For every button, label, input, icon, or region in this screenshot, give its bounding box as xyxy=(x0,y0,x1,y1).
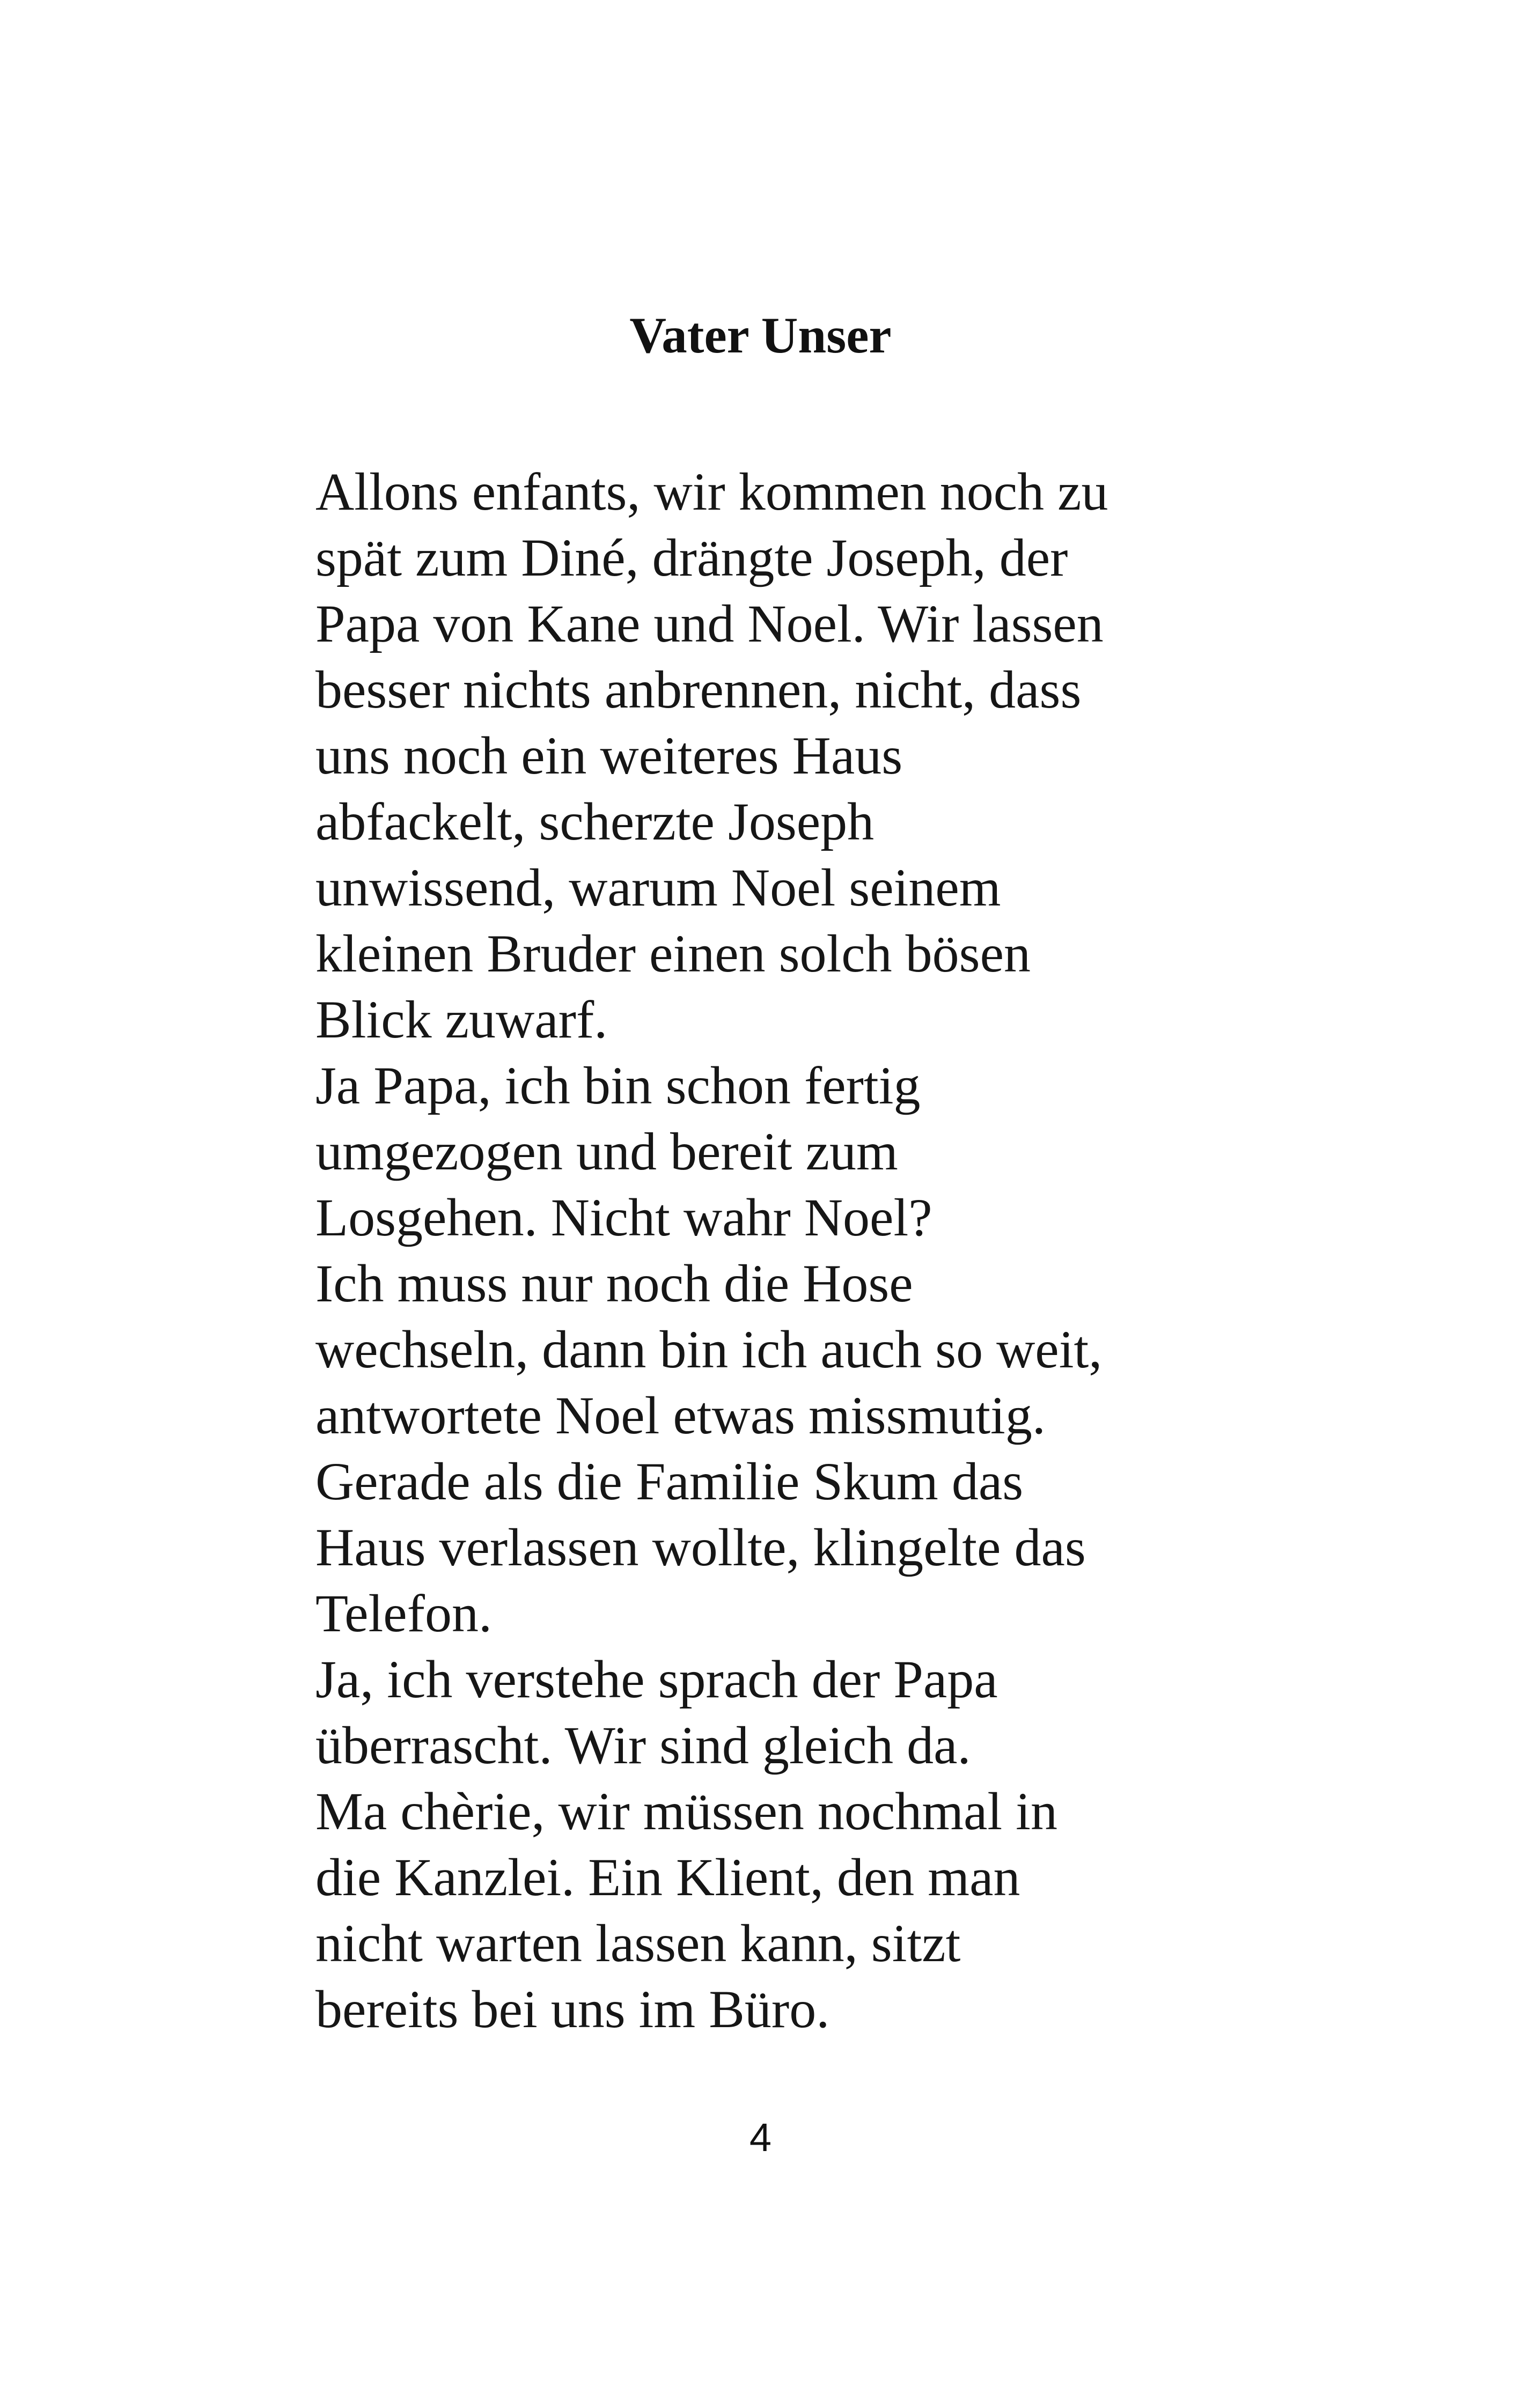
text-line: nicht warten lassen kann, sitzt xyxy=(315,1913,961,1973)
text-line: unwissend, warum Noel seinem xyxy=(315,858,1001,917)
text-line: bereits bei uns im Büro. xyxy=(315,1979,830,2039)
text-line: Ich muss nur noch die Hose xyxy=(315,1254,913,1313)
body-text xyxy=(315,459,1281,2042)
text-line: überrascht. Wir sind gleich da. xyxy=(315,1715,971,1775)
text-line: Allons enfants, wir kommen noch zu xyxy=(315,462,1108,521)
text-line: wechseln, dann bin ich auch so weit, xyxy=(315,1320,1103,1379)
text-line: uns noch ein weiteres Haus xyxy=(315,726,903,785)
text-line: Losgehen. Nicht wahr Noel? xyxy=(315,1188,932,1247)
chapter-title: Vater Unser xyxy=(629,307,892,364)
text-line: kleinen Bruder einen solch bösen xyxy=(315,924,1031,983)
text-line: besser nichts anbrennen, nicht, dass xyxy=(315,660,1082,719)
text-line: Gerade als die Familie Skum das xyxy=(315,1452,1024,1511)
page-number: 4 xyxy=(749,2115,772,2160)
text-line: Ja, ich verstehe sprach der Papa xyxy=(315,1649,998,1709)
text-line: spät zum Diné, drängte Joseph, der xyxy=(315,528,1068,587)
text-line: Papa von Kane und Noel. Wir lassen xyxy=(315,594,1104,653)
text-line: Blick zuwarf. xyxy=(315,990,608,1049)
text-line: Haus verlassen wollte, klingelte das xyxy=(315,1518,1086,1577)
text-line: Ja Papa, ich bin schon fertig xyxy=(315,1056,921,1115)
text-line: umgezogen und bereit zum xyxy=(315,1122,898,1181)
text-line: Telefon. xyxy=(315,1584,492,1643)
text-line: abfackelt, scherzte Joseph xyxy=(315,792,875,851)
text-line: die Kanzlei. Ein Klient, den man xyxy=(315,1847,1020,1907)
text-line: antwortete Noel etwas missmutig. xyxy=(315,1386,1046,1445)
text-line: Ma chèrie, wir müssen nochmal in xyxy=(315,1781,1057,1841)
